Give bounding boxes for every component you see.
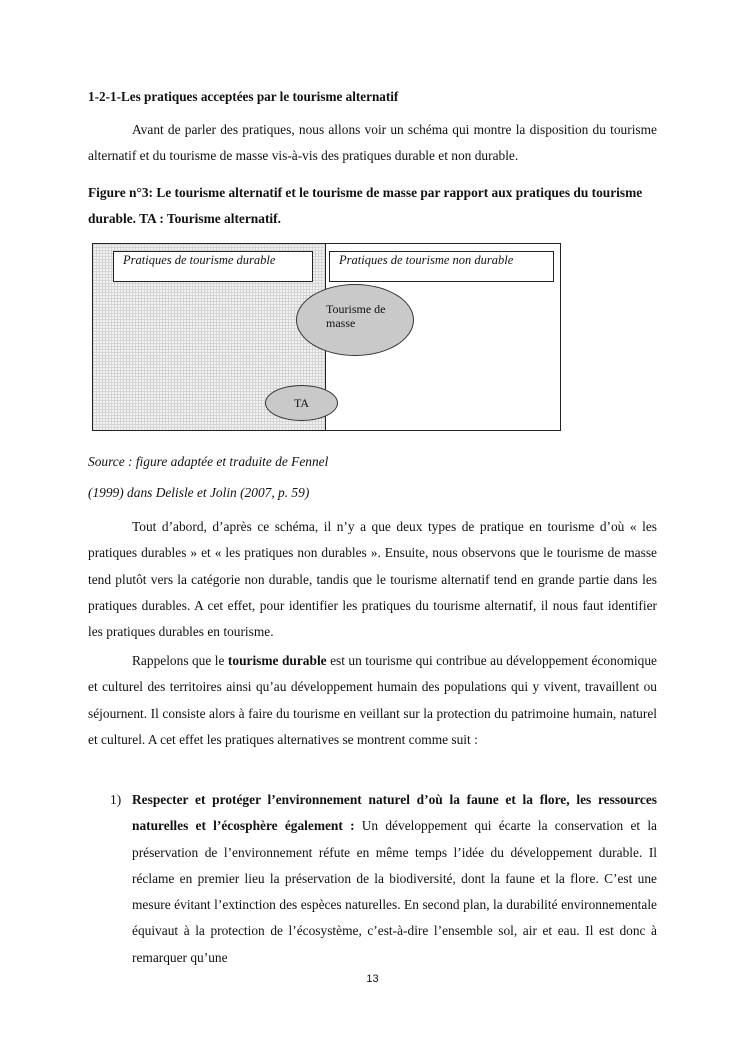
analysis-paragraph: Tout d’abord, d’après ce schéma, il n’y a que deux types de pratique en tourisme d’où « les pratiques durables » et « les pratiques non durables ». Ensuite, nous observons que le tourisme de masse tend plutôt vers la catégorie non durable, tandis que le tourisme alternatif tend en grande partie dans les pratiques durables. A cet effet, pour identifier les pratiques du tourisme alternatif, il nous faut identifier les pratiques durables en tourisme. [88,519,657,640]
durable-practices-label: Pratiques de tourisme durable [113,251,313,282]
source-line-1: Source : figure adaptée et traduite de Fennel [88,454,329,469]
non-durable-practices-label: Pratiques de tourisme non durable [329,251,554,282]
p3-text-before: Rappelons que le [132,653,228,668]
p3-bold-term: tourisme durable [227,653,327,668]
section-heading: 1-2-1-Les pratiques acceptées par le tourisme alternatif [88,89,399,104]
source-line-2: (1999) dans Delisle et Jolin (2007, p. 59) [88,485,310,500]
p3-text-after: est un tourisme qui contribue au développement économique et culturel des territoires ainsi qu’au développement humain des populations qui y vivent, travaillent ou séjournent. Il consiste alors à faire du tourisme en veillant sur la protection du patrimoine humain, naturel et culturel. A cet effet les pratiques alternatives se montrent comme suit : [88,653,657,747]
intro-paragraph: Avant de parler des pratiques, nous allons voir un schéma qui montre la disposition du tourisme alternatif et du tourisme de masse vis-à-vis des pratiques durable et non durable. [88,122,657,164]
tourism-practices-diagram [92,243,561,431]
mass-tourism-label-line2: masse [326,316,356,330]
list-item-title: Respecter et protéger l’environnement naturel d’où la faune et la flore, les ressources naturelles et l’écosphère également : [132,792,657,834]
list-item-body [132,787,657,971]
alternative-tourism-ellipse [265,385,338,421]
figure-caption: Figure n°3: Le tourisme alternatif et le tourisme de masse par rapport aux pratiques du tourisme durable. TA : Tourisme alternatif. [88,185,643,227]
list-item-number: 1) [110,792,122,807]
sustainable-tourism-paragraph [88,648,657,753]
figure-source [88,446,657,508]
alternative-tourism-label: TA [293,396,310,410]
mass-tourism-label-line1: Tourisme de [326,302,386,316]
list-item-text: Un développement qui écarte la conservation et la préservation de l’environnement réfute en même temps l’idée du développement durable. Il réclame en premier lieu la préservation de la biodiversité, dont la faune et la flore. C’est une mesure évitant l’extinction des espèces naturelles. En second plan, la durabilité environnementale équivaut à la protection de l’écosystème, c’est-à-dire l’ensemble sol, air et eau. Il est donc à remarquer qu’une [132,818,658,965]
page-number: 13 [366,973,379,985]
mass-tourism-ellipse [296,284,414,356]
